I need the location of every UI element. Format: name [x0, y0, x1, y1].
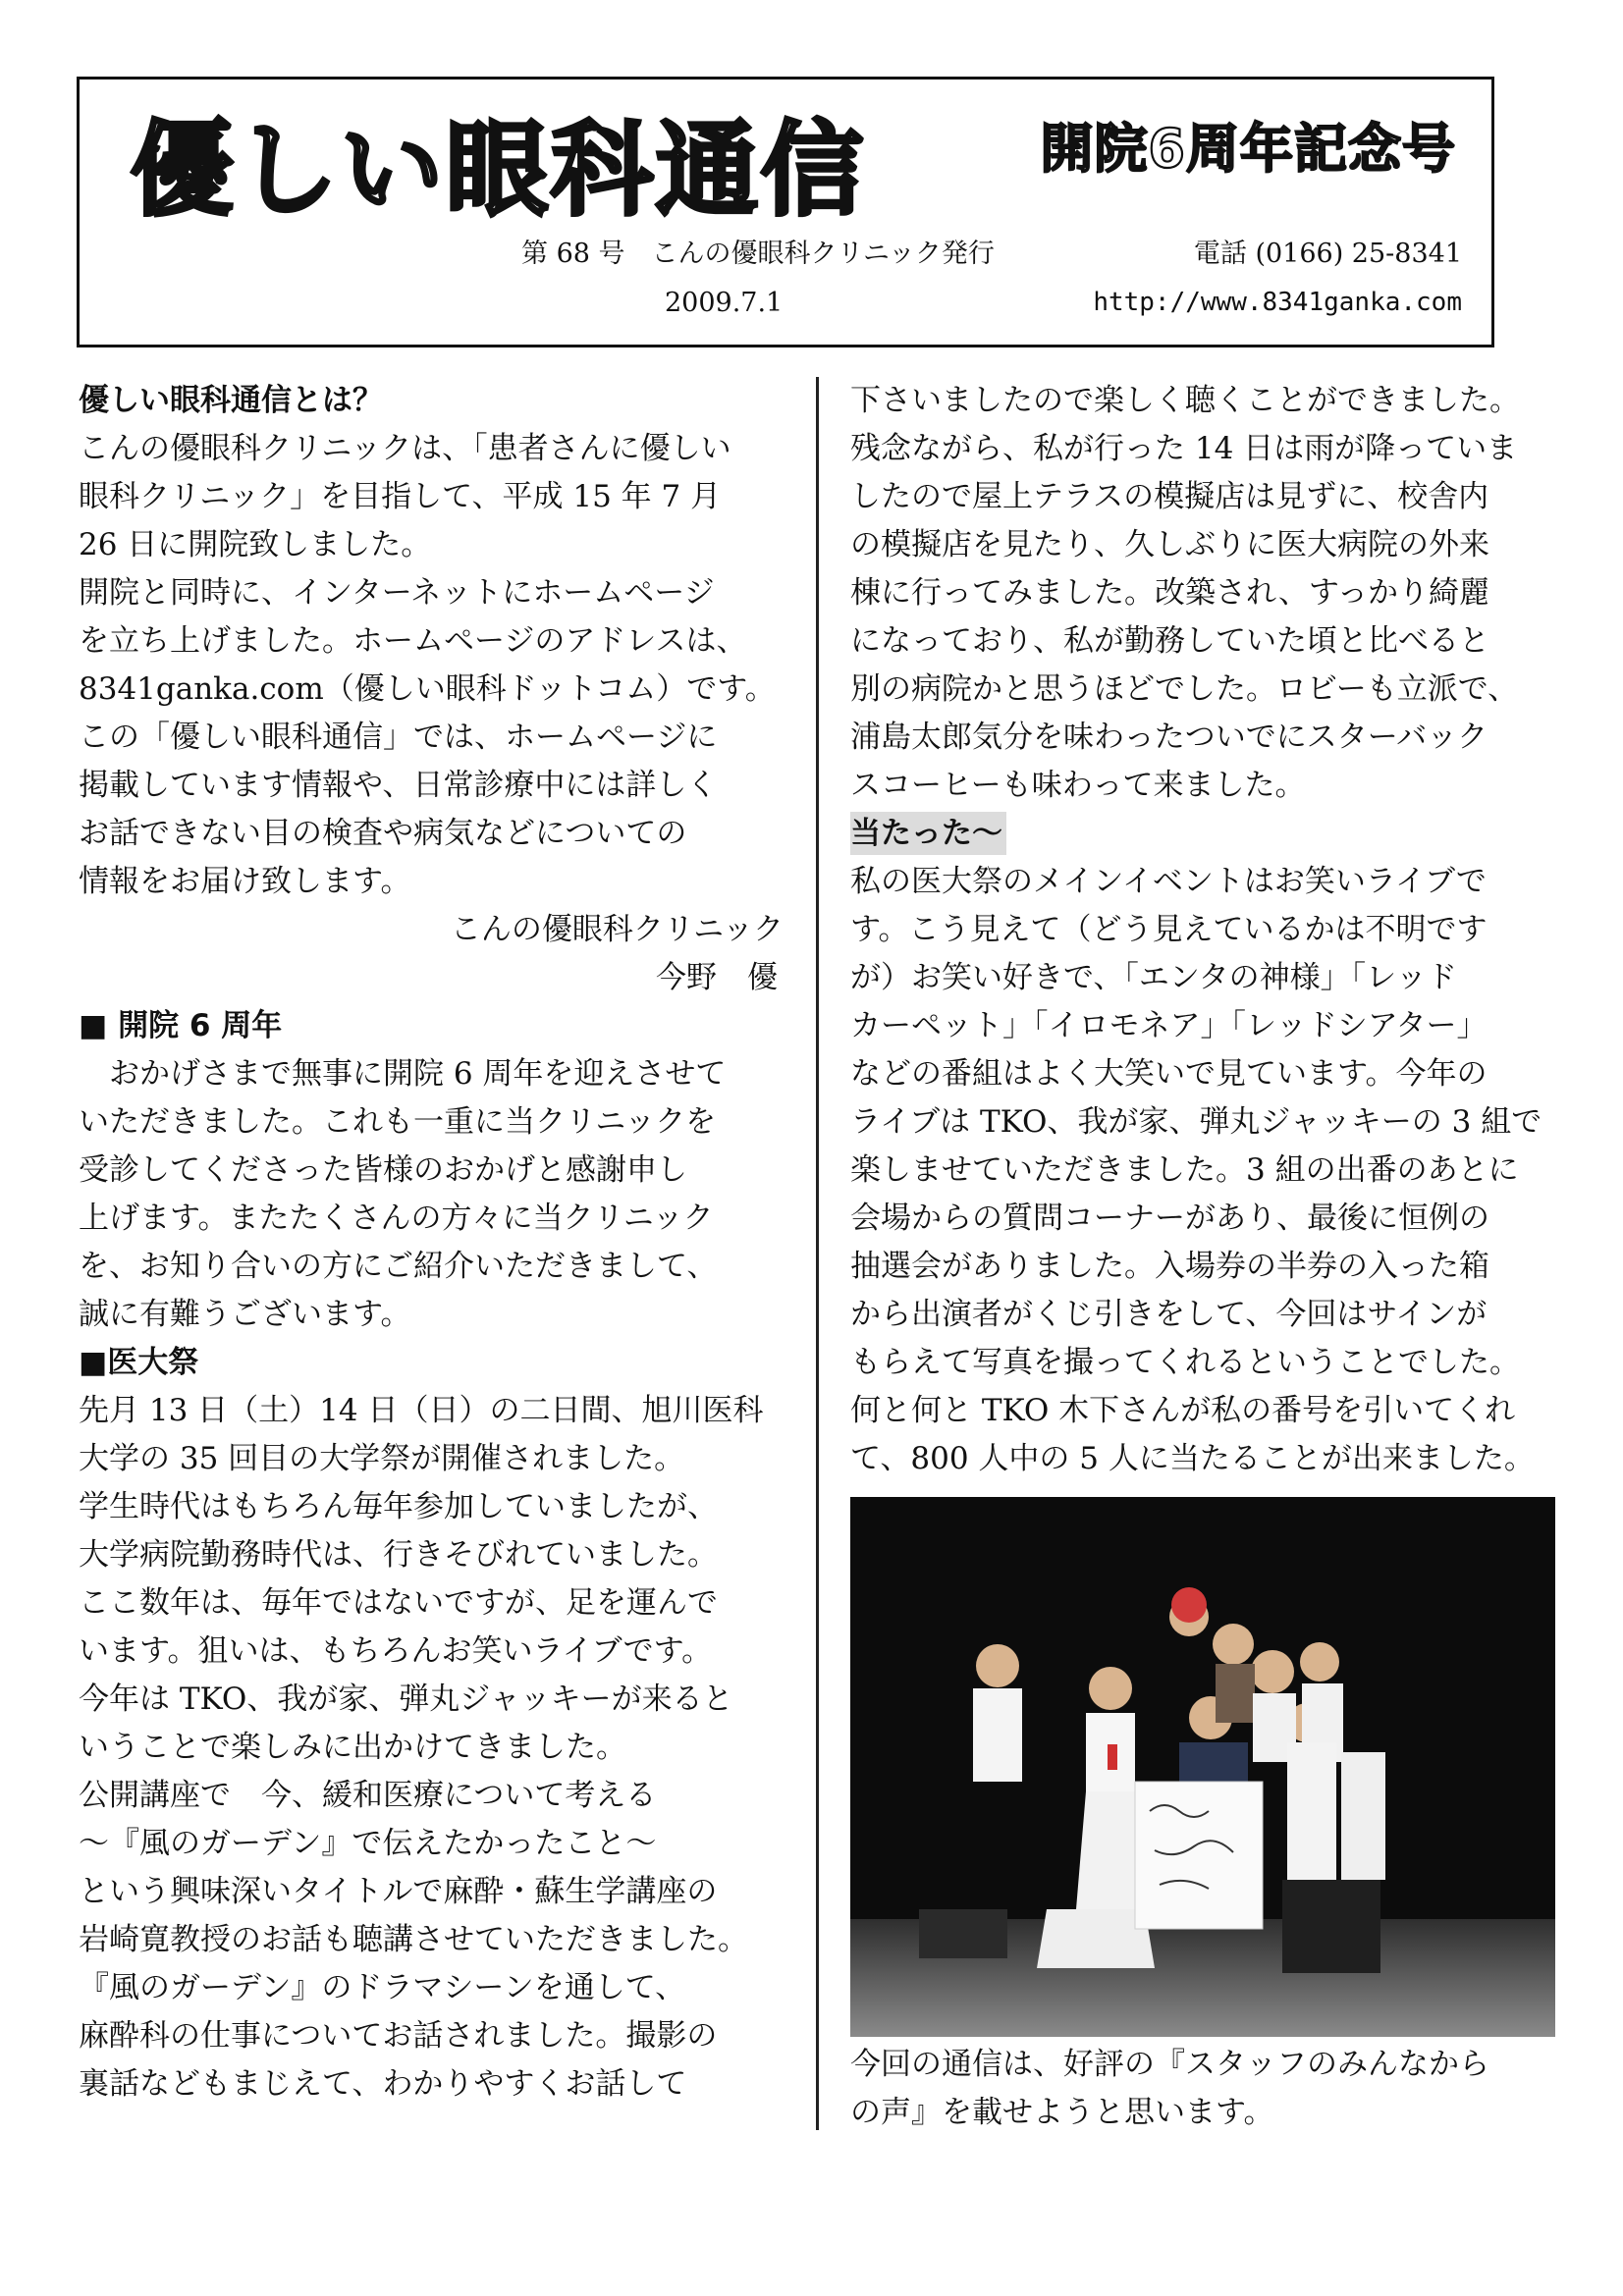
win-body	[850, 858, 1553, 1483]
win-line: 私の医大祭のメインイベントはお笑いライブで	[850, 864, 1487, 899]
festival-line: 今年は TKO、我が家、弾丸ジャッキーが来ると	[79, 1682, 733, 1717]
festival-line: ここ数年は、毎年ではないですが、足を運んで	[79, 1585, 718, 1621]
festival-line: という興味深いタイトルで麻酔・蘇生学講座の	[79, 1874, 718, 1909]
intro-line: 26 日に開院致しました。	[79, 527, 432, 562]
festival-continued-line: スコーヒーも味わって来ました。	[850, 768, 1306, 803]
intro-line: 掲載しています情報や、日常診療中には詳しく	[79, 768, 718, 803]
issue-date: 2009.7.1	[665, 288, 784, 318]
masthead	[77, 77, 1494, 347]
win-line: から出演者がくじ引きをして、今回はサインが	[850, 1297, 1488, 1332]
anniversary-line: いただきました。これも一重に当クリニックを	[79, 1104, 717, 1140]
anniversary-line: 誠に有難うございます。	[79, 1297, 411, 1332]
festival-line: 大学病院勤務時代は、行きそびれていました。	[79, 1537, 718, 1573]
festival-continued-line: 棟に行ってみました。改築され、すっかり綺麗	[850, 575, 1489, 611]
intro-line: を立ち上げました。ホームページのアドレスは、	[79, 623, 747, 659]
column-divider	[816, 377, 819, 2130]
festival-line: 先月 13 日（土）14 日（日）の二日間、旭川医科	[79, 1393, 764, 1428]
intro-line: 8341ganka.com（優しい眼科ドットコム）です。	[79, 671, 776, 707]
signature-name: 今野 優	[656, 960, 778, 995]
win-line: て、800 人中の 5 人に当たることが出来ました。	[850, 1441, 1535, 1476]
closing-line: の声』を載せようと思います。	[850, 2095, 1274, 2130]
issue-info: 第 68 号 こんの優眼科クリニック発行	[521, 239, 995, 269]
win-line: カーペット」「イロモネア」「レッドシアター」	[850, 1008, 1488, 1043]
festival-continued-body	[850, 377, 1553, 810]
festival-line: 岩崎寛教授のお話も聴講させていただきました。	[79, 1922, 748, 1957]
win-line: などの番組はよく大笑いで見ています。今年の	[850, 1056, 1488, 1092]
signature-clinic: こんの優眼科クリニック	[450, 912, 784, 947]
win-line: が）お笑い好きで、「エンタの神様」「レッド	[850, 960, 1457, 995]
festival-line: 『風のガーデン』のドラマシーンを通して、	[79, 1970, 686, 2005]
win-line: 抽選会がありました。入場券の半券の入った箱	[850, 1249, 1489, 1284]
festival-line: いうことで楽しみに出かけてきました。	[79, 1730, 626, 1765]
win-line: もらえて写真を撮ってくれるということでした。	[850, 1345, 1520, 1380]
intro-line: この「優しい眼科通信」では、ホームページに	[79, 720, 718, 755]
festival-heading: ■医大祭	[79, 1345, 199, 1380]
phone-number: 電話 (0166) 25-8341	[1193, 239, 1462, 269]
festival-line: 学生時代はもちろん毎年参加していましたが、	[79, 1489, 718, 1524]
closing-line: 今回の通信は、好評の『スタッフのみんなから	[850, 2047, 1489, 2082]
intro-line: 眼科クリニック」を目指して、平成 15 年 7 月	[79, 479, 722, 514]
right-column	[850, 377, 1553, 2137]
win-line: 会場からの質問コーナーがあり、最後に恒例の	[850, 1201, 1489, 1236]
closing-body	[850, 2041, 1553, 2137]
festival-line: 公開講座で 今、緩和医療について考える	[79, 1778, 657, 1813]
festival-continued-line: 浦島太郎気分を味わったついでにスターバック	[850, 720, 1488, 755]
website-url[interactable]: http://www.8341ganka.com	[1093, 288, 1462, 317]
intro-line: お話できない目の検査や病気などについての	[79, 816, 687, 851]
anniversary-line: 上げます。またたくさんの方々に当クリニック	[79, 1201, 714, 1236]
festival-line: 麻酔科の仕事についてお話されました。撮影の	[79, 2018, 718, 2054]
festival-continued-line: 下さいましたので楽しく聴くことができました。	[850, 383, 1520, 418]
festival-line: 裏話などもまじえて、わかりやすくお話して	[79, 2066, 687, 2102]
anniversary-subtitle: 開院6周年記念号	[1040, 118, 1456, 180]
festival-continued-line: したので屋上テラスの模擬店は見ずに、校舎内	[850, 479, 1489, 514]
festival-line: 大学の 35 回目の大学祭が開催されました。	[79, 1441, 685, 1476]
win-line: 楽しませていただきました。3 組の出番のあとに	[850, 1152, 1519, 1188]
festival-continued-line: 残念ながら、私が行った 14 日は雨が降っていま	[850, 431, 1518, 466]
group-photo	[850, 1497, 1555, 2037]
newsletter-title: 優しい眼科通信	[131, 110, 867, 230]
anniversary-line: 受診してくださった皆様のおかげと感謝申し	[79, 1152, 687, 1188]
intro-line: こんの優眼科クリニックは、「患者さんに優しい	[79, 431, 731, 466]
intro-body	[79, 425, 784, 906]
anniversary-body	[79, 1050, 784, 1339]
festival-continued-line: になっており、私が勤務していた頃と比べると	[850, 623, 1489, 659]
win-line: 何と何と TKO 木下さんが私の番号を引いてくれ	[850, 1393, 1516, 1428]
festival-line: います。狙いは、もちろんお笑いライブです。	[79, 1633, 713, 1669]
group-photo-image	[850, 1497, 1555, 2037]
anniversary-line: を、お知り合いの方にご紹介いただきまして、	[79, 1249, 718, 1284]
win-heading: 当たった～	[850, 812, 1006, 855]
win-line: す。こう見えて（どう見えているかは不明です	[850, 912, 1488, 947]
anniversary-line: おかげさまで無事に開院 6 周年を迎えさせて	[79, 1056, 727, 1092]
festival-continued-line: の模擬店を見たり、久しぶりに医大病院の外来	[850, 527, 1489, 562]
festival-body	[79, 1387, 784, 2109]
anniversary-heading: ■ 開院 6 周年	[79, 1008, 283, 1043]
intro-line: 開院と同時に、インターネットにホームページ	[79, 575, 715, 611]
win-line: ライブは TKO、我が家、弾丸ジャッキーの 3 組で	[850, 1104, 1542, 1140]
festival-continued-line: 別の病院かと思うほどでした。ロビーも立派で、	[850, 671, 1519, 707]
intro-heading: 優しい眼科通信とは？	[79, 383, 383, 418]
left-column	[79, 377, 784, 2109]
intro-line: 情報をお届け致します。	[79, 864, 411, 899]
festival-line: ～『風のガーデン』で伝えたかったこと～	[79, 1826, 657, 1861]
